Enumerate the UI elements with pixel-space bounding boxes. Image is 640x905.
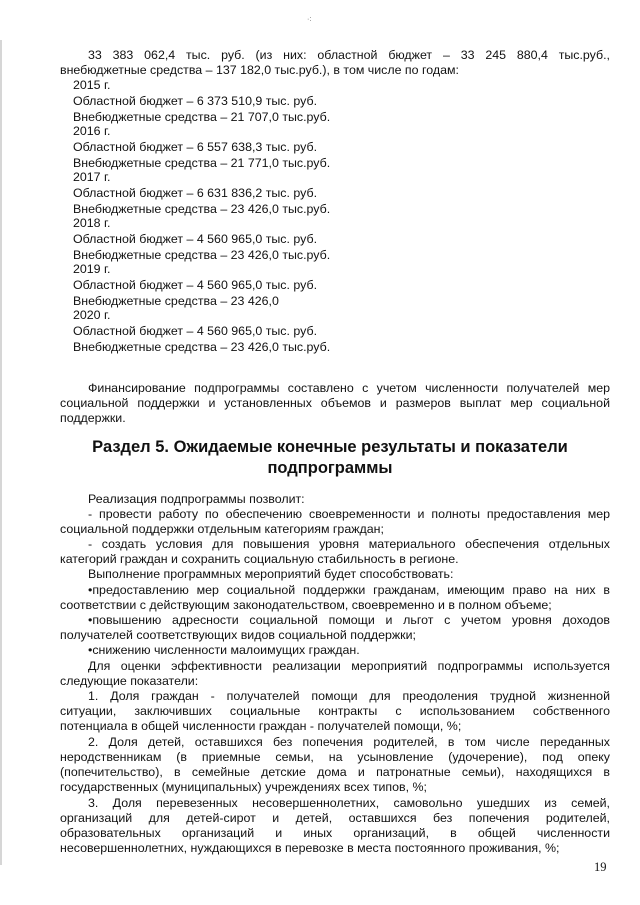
regional-budget-line: Областной бюджет – 4 560 965,0 тыс. руб. (73, 278, 318, 292)
top-line-1: 33 383 062,4 тыс. руб. (из них: областной бюджет – 33 245 880,4 тыс.руб., (88, 48, 610, 62)
indicator-item: 3. Доля перевезенных несовершеннолетних, самовольно ушедших из семей, (88, 796, 610, 810)
page-number: 19 (594, 860, 607, 874)
extrabudget-line: Внебюджетные средства – 23 426,0 тыс.руб. (73, 248, 331, 262)
body-line: государственных (муниципальных) учреждениях всех типов, %; (60, 780, 427, 794)
bullet-item: •предоставлению мер социальной поддержки гражданам, имеющим право на них в (88, 583, 610, 597)
body-line: потенциала в общей численности граждан - получателей помощи, %; (60, 719, 462, 733)
regional-budget-line: Областной бюджет – 4 560 965,0 тыс. руб. (73, 232, 318, 246)
regional-budget-line: Областной бюджет – 6 631 836,2 тыс. руб. (73, 186, 318, 200)
body-line: социальной поддержки отдельным категориям граждан; (60, 522, 384, 536)
year-label: 2019 г. (73, 262, 111, 276)
bullet-item: •снижению численности малоимущих граждан. (88, 643, 360, 657)
body-line: - провести работу по обеспечению своевременности и полноты предоставления мер (88, 507, 610, 521)
year-label: 2015 г. (73, 78, 111, 92)
body-line: неродственникам (в приемные семьи, на усыновление (удочерение), под опеку (60, 750, 610, 764)
body-line: категорий граждан и сохранить социальную стабильность в регионе. (60, 552, 459, 566)
body-line: организаций для детей-сирот и детей, оставшихся без попечения родителей, (60, 811, 610, 825)
body-line: несовершеннолетних, нуждающихся в перевозке в места постоянного проживания, %; (60, 841, 560, 855)
body-line: (попечительство), в семейные детские дома и патронатные семьи), находящихся в (60, 765, 610, 779)
extrabudget-line: Внебюджетные средства – 21 771,0 тыс.руб. (73, 156, 331, 170)
regional-budget-line: Областной бюджет – 6 373 510,9 тыс. руб. (73, 94, 318, 108)
year-label: 2018 г. (73, 216, 111, 230)
body-line: получателей соответствующих видов социальной поддержки; (60, 628, 416, 642)
year-label: 2017 г. (73, 170, 111, 184)
financing-line-3: поддержки. (60, 411, 126, 425)
extrabudget-line: Внебюджетные средства – 23 426,0 тыс.руб. (73, 202, 331, 216)
body-line: ситуации, заключивших социальные контракты с использованием собственного (60, 704, 610, 718)
financing-line-2: социальной поддержки и установленных объемов и размеров выплат мер социальной (60, 396, 610, 410)
body-line: - создать условия для повышения уровня материального обеспечения отдельных (88, 537, 610, 551)
extrabudget-line: Внебюджетные средства – 23 426,0 (73, 294, 279, 308)
body-line: Выполнение программных мероприятий будет способствовать: (88, 567, 454, 581)
extrabudget-line: Внебюджетные средства – 21 707,0 тыс.руб. (73, 110, 331, 124)
indicator-item: 1. Доля граждан - получателей помощи для преодоления трудной жизненной (88, 689, 610, 703)
year-label: 2016 г. (73, 124, 111, 138)
financing-line-1: Финансирование подпрограммы составлено с учетом численности получателей мер (88, 381, 610, 395)
body-line: следующие показатели: (60, 674, 199, 688)
top-line-2: внебюджетные средства – 137 182,0 тыс.руб.), в том числе по годам: (60, 63, 459, 77)
year-label: 2020 г. (73, 308, 111, 322)
extrabudget-line: Внебюджетные средства – 23 426,0 тыс.руб. (73, 340, 331, 354)
body-line: Для оценки эффективности реализации мероприятий подпрограммы используется (88, 659, 610, 673)
scan-mark: ·: (307, 16, 312, 23)
section-title: Раздел 5. Ожидаемые конечные результаты и показатели (92, 438, 568, 456)
regional-budget-line: Областной бюджет – 6 557 638,3 тыс. руб. (73, 140, 318, 154)
section-title-continued: подпрограммы (267, 459, 393, 477)
body-line: Реализация подпрограммы позволит: (88, 492, 305, 506)
regional-budget-line: Областной бюджет – 4 560 965,0 тыс. руб. (73, 324, 318, 338)
body-line: образовательных организаций и иных организаций, в общей численности (60, 826, 610, 840)
indicator-item: 2. Доля детей, оставшихся без попечения родителей, в том числе переданных (88, 735, 610, 749)
body-line: соответствии с действующим законодательством, своевременно и в полном объеме; (60, 598, 552, 612)
scan-edge-shadow (0, 40, 2, 865)
bullet-item: •повышению адресности социальной помощи и льгот с учетом уровня доходов (88, 613, 610, 627)
